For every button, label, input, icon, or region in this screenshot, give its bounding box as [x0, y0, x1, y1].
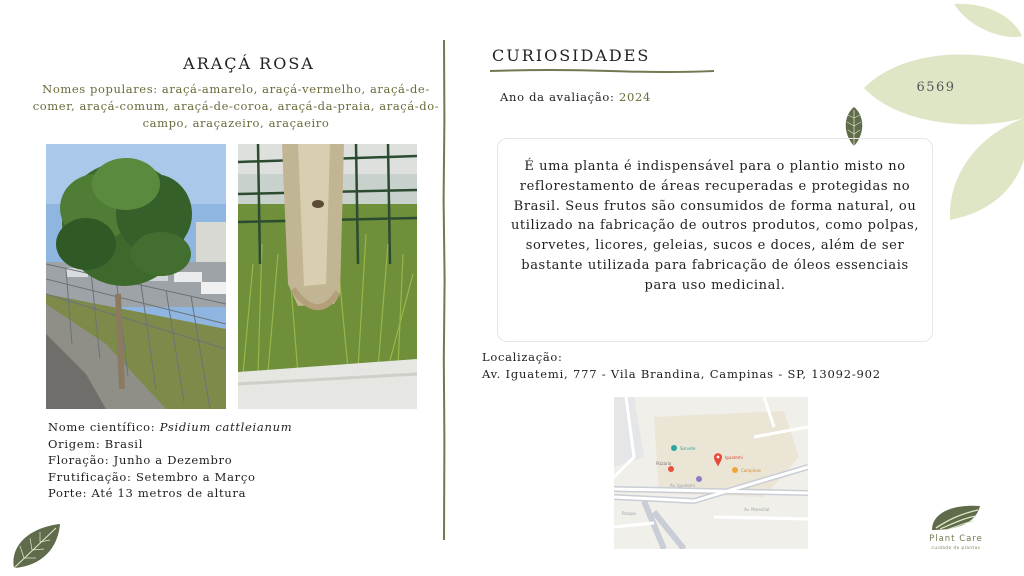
origin-line: Origem: Brasil: [48, 436, 144, 451]
plant-care-logo-icon: [930, 502, 982, 532]
vertical-divider: [442, 40, 446, 540]
flowering-line: Floração: Junho a Dezembro: [48, 453, 233, 468]
trunk-photo: [238, 144, 417, 409]
plant-code: 6569: [916, 80, 956, 95]
svg-text:Pizzaria: Pizzaria: [656, 461, 672, 466]
species-title: ARAÇÁ ROSA: [183, 54, 315, 73]
fruiting-line: Frutificação: Setembro a Março: [48, 469, 256, 484]
curiosities-text-box: [497, 138, 933, 342]
location-address: Av. Iguatemi, 777 - Vila Brandina, Campinas - SP, 13092-902: [482, 367, 881, 381]
curiosities-text: É uma planta é indispensável para o plantio misto no reflorestamento de áreas recuperadas e protegidas no Brasil. Seus frutos são consumidos de forma natural, ou utilizado na fabricação de outros produtos, como polpas, sorvetes, licores, geleias, sucos e doces, além de ser bastante utilizada para fabricação de óleos essenciais para uso medicinal.: [510, 159, 920, 293]
curiosities-title: CURIOSIDADES: [492, 46, 651, 65]
decorative-leaf-icon: [10, 522, 62, 570]
evaluation-year-value: 2024: [618, 90, 652, 104]
svg-text:Av. Marechal: Av. Marechal: [744, 507, 770, 512]
popular-names: Nomes populares: araçá-amarelo, araçá-vermelho, araçá-de-comer, araçá-comum, araçá-de-coroa, araçá-da-praia, araçá-do-campo, araçazeiro, araçaeiro: [32, 82, 440, 130]
svg-text:Av. Iguatemi: Av. Iguatemi: [670, 483, 695, 488]
title-underline: [490, 68, 714, 74]
brand-name: Plant Care: [929, 534, 983, 544]
location-label: Localização:: [482, 350, 563, 364]
location-map[interactable]: [614, 397, 808, 549]
scientific-name-line: [48, 419, 292, 436]
evaluation-year-label: Ano da avaliação:: [500, 90, 615, 104]
svg-text:Campinas: Campinas: [741, 468, 761, 473]
scientific-name-label: Nome científico:: [48, 420, 156, 434]
tree-photo: [46, 144, 226, 409]
scientific-name-value: Psidium cattleianum: [159, 420, 293, 434]
svg-text:Parque: Parque: [622, 511, 636, 516]
size-line: Porte: Até 13 metros de altura: [48, 486, 247, 501]
species-facts: [48, 419, 292, 502]
svg-text:Iguatemi: Iguatemi: [725, 455, 743, 460]
svg-text:Sorvete: Sorvete: [680, 446, 696, 451]
evaluation-year: [500, 90, 651, 104]
brand-tagline: cuidado de plantas: [931, 545, 981, 550]
